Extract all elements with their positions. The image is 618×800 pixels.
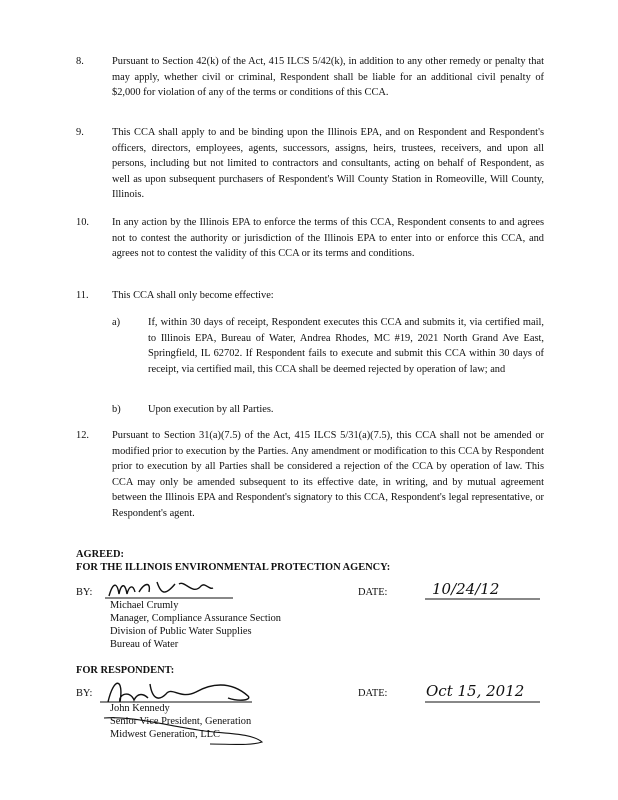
respondent-date-label: DATE: bbox=[358, 688, 388, 699]
agency-header: FOR THE ILLINOIS ENVIRONMENTAL PROTECTION AGENCY: bbox=[76, 562, 391, 573]
agency-date-line bbox=[425, 598, 540, 601]
respondent-by-label: BY: bbox=[76, 688, 93, 699]
subitem-letter: b) bbox=[112, 404, 121, 415]
respondent-signer-company: Midwest Generation, LLC bbox=[110, 729, 220, 740]
agency-date-value: 10/24/12 bbox=[432, 580, 500, 598]
agency-signer-name: Michael Crumly bbox=[110, 600, 179, 611]
subitem-a bbox=[112, 315, 544, 377]
agency-signer-division: Division of Public Water Supplies bbox=[110, 626, 252, 637]
paragraph-8 bbox=[76, 54, 544, 101]
agency-signer-title: Manager, Compliance Assurance Section bbox=[110, 613, 281, 624]
subitem-text: If, within 30 days of receipt, Respondent executes this CCA and submits it, via certified mail, to Illinois EPA, Bureau of Water, Andrea Rhodes, MC #19, 2021 North Grand Ave East, Springfield, IL 62702. If Respondent fails to execute and submit this CCA within 30 days of receipt, via certified mail, this CCA shall be deemed rejected by operation of law; and bbox=[148, 317, 544, 375]
respondent-signer-block bbox=[110, 702, 251, 741]
paragraph-9 bbox=[76, 125, 544, 203]
paragraph-11 bbox=[76, 288, 544, 304]
subitem-letter: a) bbox=[112, 317, 121, 328]
agency-signer-bureau: Bureau of Water bbox=[110, 639, 179, 650]
agency-date-label: DATE: bbox=[358, 587, 388, 598]
agency-signer-block bbox=[110, 599, 281, 651]
paragraph-number: 12. bbox=[76, 430, 89, 441]
subitem-text: Upon execution by all Parties. bbox=[148, 404, 274, 415]
agency-by-label: BY: bbox=[76, 587, 93, 598]
respondent-header: FOR RESPONDENT: bbox=[76, 665, 175, 676]
paragraph-text: This CCA shall apply to and be binding upon the Illinois EPA, and on Respondent and Respondent's officers, directors, employees, agents, successors, assigns, heirs, trustees, receivers, and upon all persons, including but not limited to contractors and consultants, acting on behalf of Respondent, as well as upon subsequent purchasers of Respondent's Will County Station in Romeoville, Will County, Illinois. bbox=[112, 127, 544, 201]
respondent-signer-name: John Kennedy bbox=[110, 703, 170, 714]
paragraph-number: 8. bbox=[76, 56, 84, 67]
paragraph-number: 10. bbox=[76, 217, 89, 228]
respondent-date-line bbox=[425, 701, 540, 704]
respondent-date-value: Oct 15, 2012 bbox=[426, 682, 525, 700]
paragraph-12 bbox=[76, 428, 544, 522]
agreed-label: AGREED: bbox=[76, 549, 124, 560]
paragraph-number: 11. bbox=[76, 290, 89, 301]
paragraph-text: Pursuant to Section 42(k) of the Act, 415 ILCS 5/42(k), in addition to any other remedy or penalty that may apply, whether civil or criminal, Respondent shall be liable for an additional civil penalty of $2,000 for violation of any of the terms or conditions of this CCA. bbox=[112, 56, 544, 99]
paragraph-number: 9. bbox=[76, 127, 84, 138]
paragraph-10 bbox=[76, 215, 544, 262]
paragraph-text: Pursuant to Section 31(a)(7.5) of the Act, 415 ILCS 5/31(a)(7.5), this CCA shall not be amended or modified prior to execution by the Parties. Any amendment or modification to this CCA by Respondent prior to execution by all Parties shall be considered a rejection of the CCA by operation of law. This CCA may only be amended subsequent to its effective date, in writing, and by mutual agreement between the Illinois EPA and Respondent's signatory to this CCA, Respondent's legal representative, or Respondent's agent. bbox=[112, 430, 544, 519]
paragraph-text: This CCA shall only become effective: bbox=[112, 290, 274, 301]
paragraph-text: In any action by the Illinois EPA to enforce the terms of this CCA, Respondent consents to and agrees not to contest the authority or jurisdiction of the Illinois EPA to enter into or enforce this CCA, and agrees not to contest the validity of this CCA or its terms and conditions. bbox=[112, 217, 544, 260]
subitem-b bbox=[112, 402, 544, 418]
respondent-signer-title: Senior Vice President, Generation bbox=[110, 716, 252, 727]
